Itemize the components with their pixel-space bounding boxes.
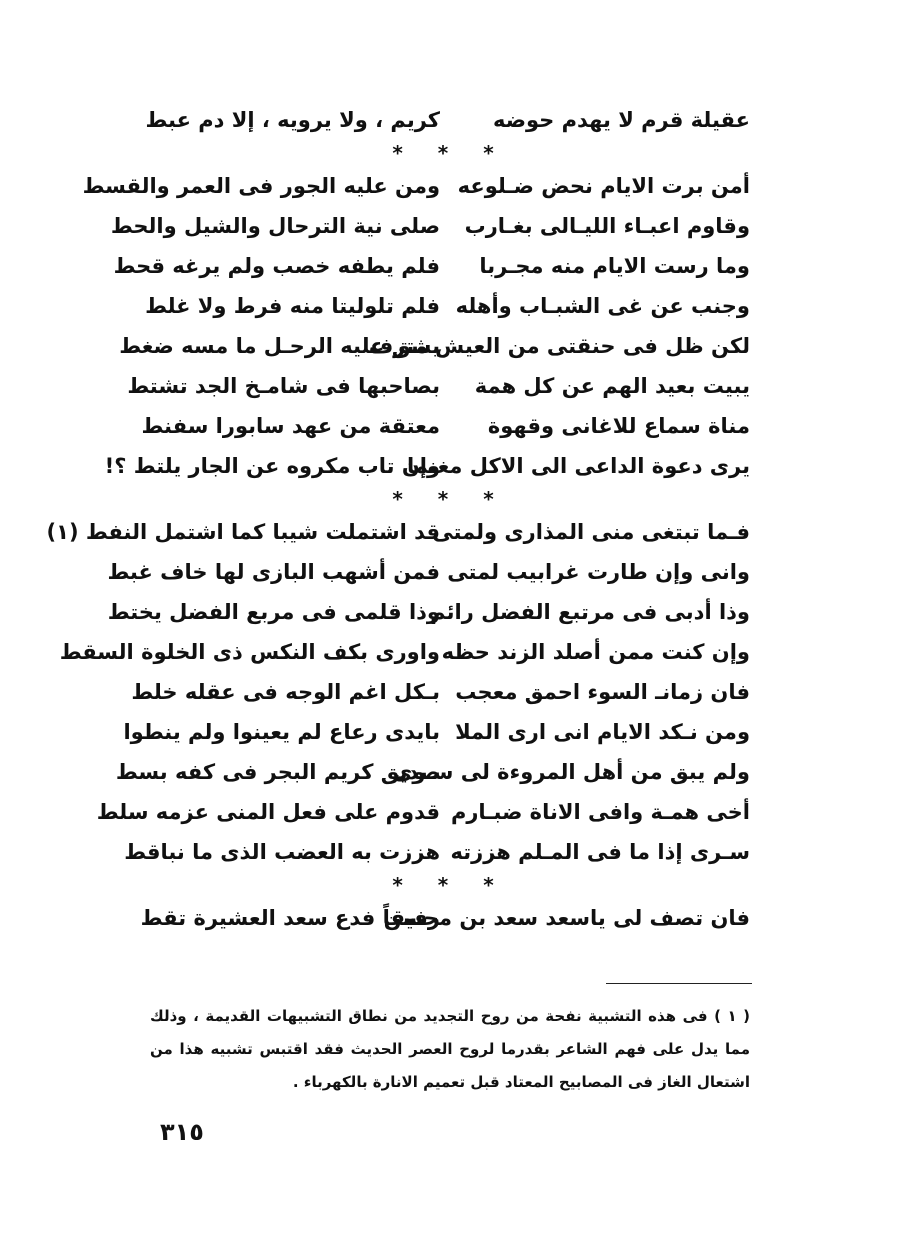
- verse-first-hemistich: ومن نـكد الايام انى ارى الملا: [455, 720, 750, 744]
- verse-line: [127, 366, 750, 406]
- verse-second-hemistich: قد اشتملت شيبا كما اشتمل النفط (١): [46, 520, 440, 544]
- verse-line: [107, 592, 750, 632]
- verse-first-hemistich: فان تصف لى ياسعد سعد بن محسن: [383, 906, 750, 930]
- verse-first-hemistich: فـما تبتغى منى المذارى ولمتى: [432, 520, 750, 544]
- verse-line: [46, 512, 750, 552]
- verse-second-hemistich: صديق كريم البجر فى كفه بسط: [115, 760, 440, 784]
- verse-first-hemistich: وذا أدبى فى مرتبع الفضل رائم: [430, 600, 750, 624]
- verse-second-hemistich: فلم تلوليتا منه فرط ولا غلط: [145, 294, 440, 318]
- verse-first-hemistich: وقاوم اعبـاء الليـالى بغـارب: [464, 214, 750, 238]
- verse-second-hemistich: بـكل اغم الوجه فى عقله خلط: [131, 680, 440, 704]
- verse-line: [96, 792, 750, 832]
- verse-line: [115, 752, 750, 792]
- verse-line: [123, 712, 750, 752]
- verse-first-hemistich: يرى دعوة الداعى الى الاكل مغنما: [407, 454, 750, 478]
- verse-first-hemistich: مناة سماع للاغانى وقهوة: [487, 414, 750, 438]
- verse-line: [145, 286, 750, 326]
- verse-first-hemistich: يبيت بعيد الهم عن كل همة: [474, 374, 750, 398]
- verse-line: [131, 672, 750, 712]
- verse-line: [110, 206, 750, 246]
- footnote: ( ١ ) فى هذه التشبية نفحة من روح التجديد من نطاق التشبيهات القديمة ، وذلك مما يدل على فهم الشاعر بقدرما لروح العصر الحديث فقد اقتبس تشبيه هذا من اشتعال الغاز فى المصابيح المعتاد قبل تعميم الانارة بالكهرباء .: [150, 1007, 751, 1091]
- verse-second-hemistich: قدوم على فعل المنى عزمه سلط: [96, 800, 440, 824]
- verse-first-hemistich: وإن كنت ممن أصلد الزند حظه: [441, 640, 750, 664]
- verse-line: [124, 832, 750, 872]
- verse-second-hemistich: معتقة من عهد سابورا سفنط: [141, 414, 440, 438]
- verse-line: [119, 326, 750, 366]
- verse-line: [82, 166, 750, 206]
- verse-second-hemistich: ومن عليه الجور فى العمر والقسط: [82, 174, 440, 198]
- poem-verses: [46, 100, 750, 938]
- verse-second-hemistich: يشق عليه الرحـل ما مسه ضغط: [119, 334, 440, 358]
- verse-second-hemistich: فمن أشهب البازى لها خاف غبط: [107, 560, 440, 584]
- footnote-rule: [606, 983, 752, 984]
- verse-line: [107, 552, 750, 592]
- verse-second-hemistich: وذا قلمى فى مربع الفضل يختط: [107, 600, 440, 624]
- verse-line: [104, 446, 750, 486]
- verse-second-hemistich: بصاحبها فى شامـخ الجد تشتط: [127, 374, 440, 398]
- stanza-separator: * * *: [392, 873, 508, 897]
- verse-first-hemistich: سـرى إذا ما فى المـلم هززته: [450, 840, 750, 864]
- verse-first-hemistich: أخى همـة وافى الاناة ضبـارم: [450, 800, 750, 824]
- verse-first-hemistich: ولم يبق من أهل المروءة لى سـوى: [393, 760, 750, 784]
- verse-first-hemistich: عقيلة قرم لا يهدم حوضه: [492, 108, 750, 132]
- stanza-separator: * * *: [392, 487, 508, 511]
- stanza-separator: * * *: [392, 141, 508, 165]
- verse-second-hemistich: واورى بكف النكس ذى الخلوة السقط: [59, 640, 440, 664]
- verse-second-hemistich: وإن تاب مكروه عن الجار يلتط ؟!: [104, 454, 440, 478]
- verse-second-hemistich: هززت به العضب الذى ما نباقط: [124, 840, 440, 864]
- verse-second-hemistich: رفيقاً فدع سعد العشيرة تقط: [140, 906, 440, 930]
- verse-first-hemistich: لكن ظل فى حنقتى من العيش مترف: [368, 334, 750, 358]
- verse-second-hemistich: صلى نية الترحال والشيل والحط: [110, 214, 440, 238]
- verse-first-hemistich: وجنب عن غى الشبـاب وأهله: [455, 294, 750, 318]
- page-number: ٣١٥: [160, 1118, 204, 1146]
- verse-second-hemistich: فلم يطفه خصب ولم يرغه قحط: [113, 254, 440, 278]
- verse-line: [113, 246, 750, 286]
- verse-first-hemistich: أمن برت الايام نحض ضـلوعه: [457, 174, 750, 198]
- verse-line: [141, 406, 750, 446]
- verse-first-hemistich: وانى وإن طارت غرابيب لمتى: [447, 560, 750, 584]
- verse-line: [145, 100, 750, 140]
- verse-second-hemistich: بايدى رعاع لم يعينوا ولم ينطوا: [123, 720, 440, 744]
- verse-second-hemistich: كريم ، ولا يرويه ، إلا دم عبط: [145, 108, 440, 132]
- verse-first-hemistich: وما رست الايام منه مجـربا: [479, 254, 750, 278]
- verse-line: [59, 632, 750, 672]
- verse-first-hemistich: فان زمانـ السوء احمق معجب: [455, 680, 750, 704]
- verse-line: [140, 898, 750, 938]
